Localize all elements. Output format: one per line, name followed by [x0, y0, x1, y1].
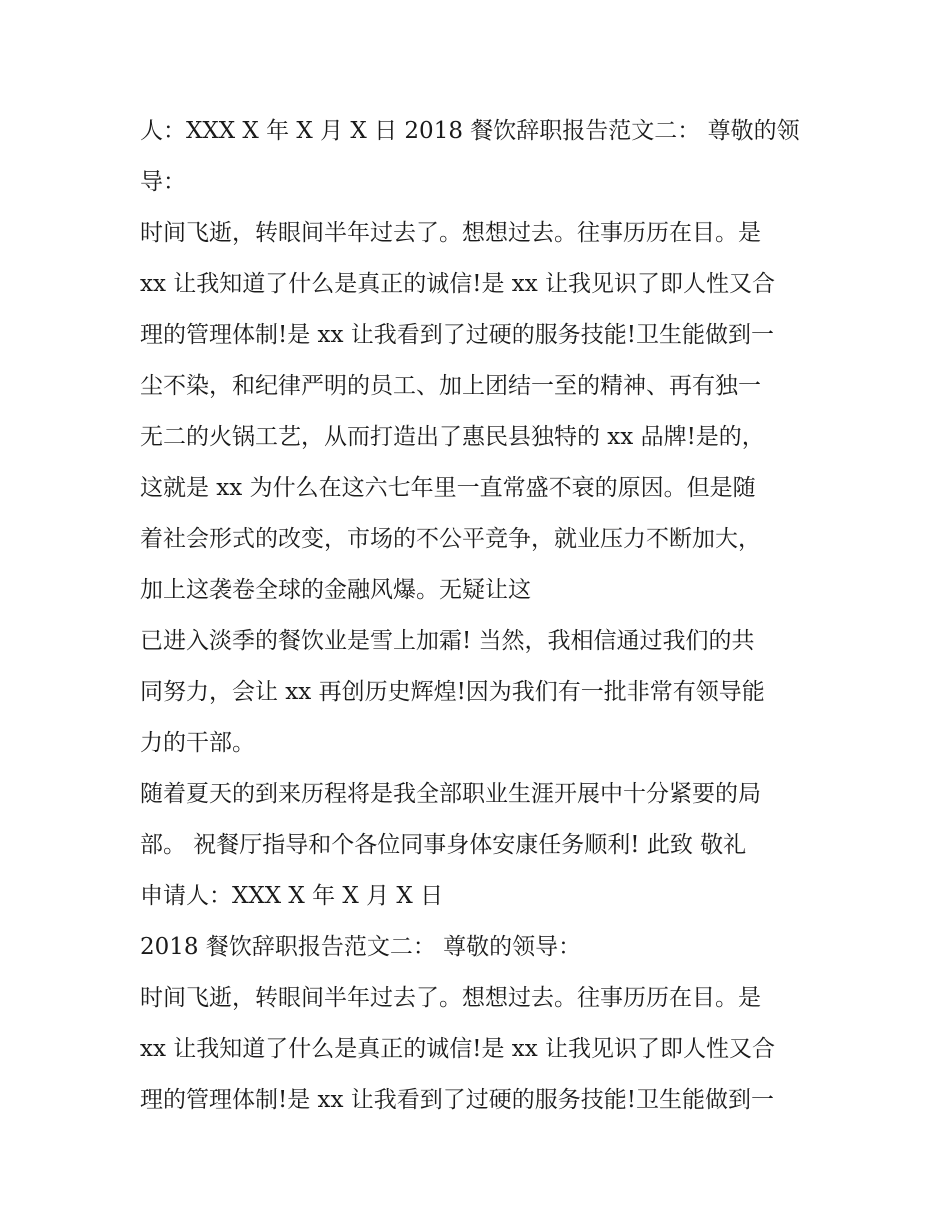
text-line: 时间飞逝，转眼间半年过去了。想想过去。往事历历在目。是 [140, 985, 761, 1011]
text-line: 着社会形式的改变，市场的不公平竞争，就业压力不断加大， [140, 526, 761, 552]
text-line: 已进入淡季的餐饮业是雪上加霜! 当然，我相信通过我们的共 [140, 628, 755, 654]
text-line: 部。 祝餐厅指导和个各位同事身体安康任务顺利! 此致 敬礼 [140, 832, 747, 858]
document-body [140, 106, 820, 1126]
text-line: 加上这袭卷全球的金融风爆。无疑让这 [140, 577, 531, 603]
text-line: 理的管理体制!是 xx 让我看到了过硬的服务技能!卫生能做到一 [140, 322, 775, 348]
text-line: 同努力，会让 xx 再创历史辉煌!因为我们有一批非常有领导能 [140, 679, 765, 705]
text-line: 时间飞逝，转眼间半年过去了。想想过去。往事历历在目。是 [140, 220, 761, 246]
text-line: 这就是 xx 为什么在这六七年里一直常盛不衰的原因。但是随 [140, 475, 756, 501]
text-line: 2018 餐饮辞职报告范文二： 尊敬的领导： [140, 934, 582, 960]
text-line: 随着夏天的到来历程将是我全部职业生涯开展中十分紧要的局 [140, 781, 761, 807]
text-line: 人：XXX X 年 X 月 X 日 2018 餐饮辞职报告范文二： 尊敬的领 [140, 118, 800, 144]
text-line: 导： [140, 169, 186, 195]
text-line: 理的管理体制!是 xx 让我看到了过硬的服务技能!卫生能做到一 [140, 1087, 775, 1113]
text-line: xx 让我知道了什么是真正的诚信!是 xx 让我见识了即人性又合 [140, 1036, 776, 1062]
text-line: 无二的火锅工艺，从而打造出了惠民县独特的 xx 品牌!是的， [140, 424, 765, 450]
text-line: 尘不染，和纪律严明的员工、加上团结一至的精神、再有独一 [140, 373, 761, 399]
text-line: 申请人：XXX X 年 X 月 X 日 [140, 883, 444, 909]
text-line: xx 让我知道了什么是真正的诚信!是 xx 让我见识了即人性又合 [140, 271, 776, 297]
text-line: 力的干部。 [140, 730, 255, 756]
